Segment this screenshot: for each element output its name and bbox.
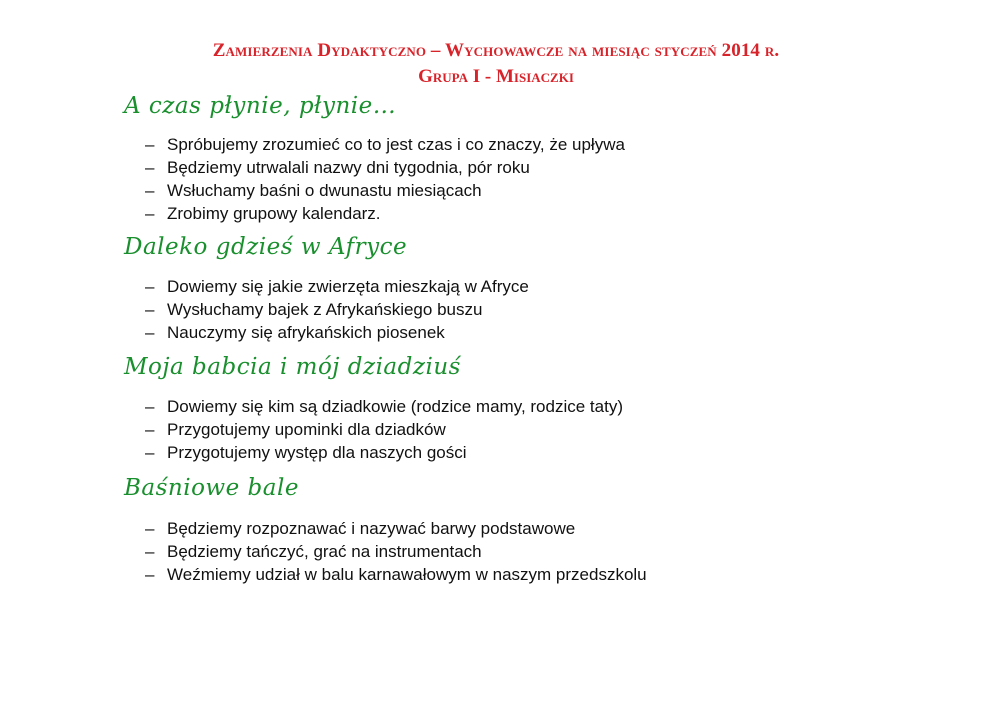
- list-item: [145, 395, 623, 418]
- list-item: [145, 133, 625, 156]
- section-list-africa: [145, 275, 529, 344]
- list-item: [145, 202, 625, 225]
- list-item-text: Nauczymy się afrykańskich piosenek: [167, 323, 445, 342]
- list-item-text: Będziemy utrwalali nazwy dni tygodnia, pór roku: [167, 158, 530, 177]
- section-list-time: [145, 133, 625, 225]
- bullet-dash: –: [145, 181, 155, 200]
- bullet-dash: –: [145, 204, 155, 223]
- list-item: [145, 275, 529, 298]
- section-heading-balls: Baśniowe bale: [124, 475, 299, 501]
- bullet-dash: –: [145, 519, 155, 538]
- list-item-text: Spróbujemy zrozumieć co to jest czas i co znaczy, że upływa: [167, 135, 625, 154]
- section-heading-grandparents: Moja babcia i mój dziadziuś: [124, 354, 461, 380]
- list-item: [145, 563, 647, 586]
- bullet-dash: –: [145, 397, 155, 416]
- document-title: Zamierzenia Dydaktyczno – Wychowawcze na miesiąc styczeń 2014 r.: [212, 40, 780, 61]
- list-item: [145, 321, 529, 344]
- list-item: [145, 540, 647, 563]
- list-item-text: Będziemy tańczyć, grać na instrumentach: [167, 542, 482, 561]
- list-item-text: Dowiemy się kim są dziadkowie (rodzice mamy, rodzice taty): [167, 397, 623, 416]
- list-item: [145, 179, 625, 202]
- list-item-text: Weźmiemy udział w balu karnawałowym w naszym przedszkolu: [167, 565, 647, 584]
- bullet-dash: –: [145, 323, 155, 342]
- list-item: [145, 517, 647, 540]
- bullet-dash: –: [145, 277, 155, 296]
- bullet-dash: –: [145, 158, 155, 177]
- bullet-dash: –: [145, 420, 155, 439]
- list-item-text: Przygotujemy upominki dla dziadków: [167, 420, 446, 439]
- document-subtitle: Grupa I - Misiaczki: [418, 66, 574, 87]
- list-item: [145, 418, 623, 441]
- bullet-dash: –: [145, 300, 155, 319]
- list-item-text: Wysłuchamy bajek z Afrykańskiego buszu: [167, 300, 483, 319]
- section-heading-africa: Daleko gdzieś w Afryce: [124, 234, 408, 260]
- bullet-dash: –: [145, 542, 155, 561]
- section-list-grandparents: [145, 395, 623, 464]
- list-item-text: Przygotujemy występ dla naszych gości: [167, 443, 467, 462]
- bullet-dash: –: [145, 443, 155, 462]
- list-item-text: Wsłuchamy baśni o dwunastu miesiącach: [167, 181, 482, 200]
- bullet-dash: –: [145, 565, 155, 584]
- list-item-text: Będziemy rozpoznawać i nazywać barwy podstawowe: [167, 519, 576, 538]
- list-item: [145, 156, 625, 179]
- list-item: [145, 298, 529, 321]
- list-item-text: Zrobimy grupowy kalendarz.: [167, 204, 381, 223]
- bullet-dash: –: [145, 135, 155, 154]
- list-item-text: Dowiemy się jakie zwierzęta mieszkają w Afryce: [167, 277, 529, 296]
- section-heading-time: A czas płynie, płynie…: [124, 93, 397, 119]
- section-list-balls: [145, 517, 647, 586]
- list-item: [145, 441, 623, 464]
